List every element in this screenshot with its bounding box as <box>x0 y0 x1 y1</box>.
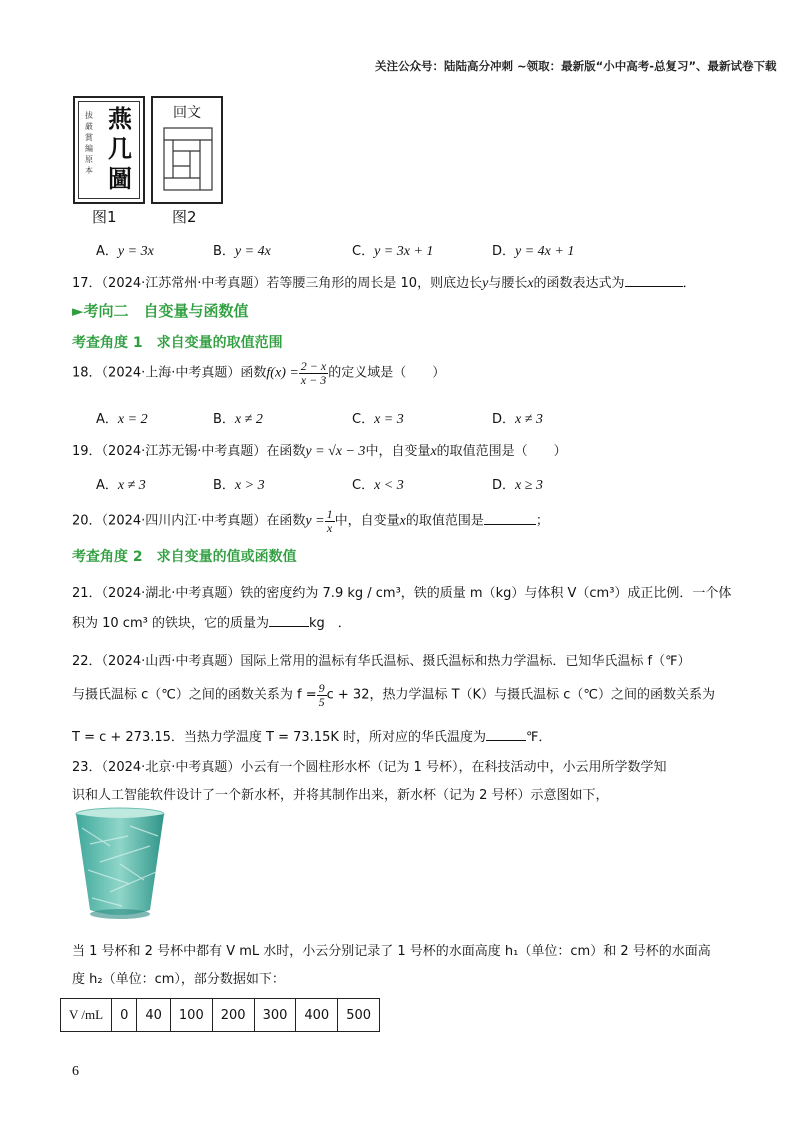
q18-option-b[interactable]: B．x ≠ 2 <box>213 412 263 427</box>
table-cell: 500 <box>338 999 380 1032</box>
q16-option-b[interactable]: B．y = 4x <box>213 244 271 259</box>
section-heading-2: ►考向二 自变量与函数值 <box>72 302 249 320</box>
q16-option-a[interactable]: A．y = 3x <box>96 244 154 259</box>
figure-1-yanji-book-cover <box>73 96 145 204</box>
question-22-line-3: T = c + 273.15．当热力学温度 T = 73.15K 时，所对应的华氏温度为 ℉． <box>72 730 552 745</box>
q22-answer-blank[interactable] <box>486 740 526 741</box>
q19-option-d[interactable]: D．x ≥ 3 <box>492 478 543 493</box>
q20-fraction: $\frac{1}{x}$ <box>326 507 333 535</box>
question-23-line-1: 23．（2024·北京·中考真题）小云有一个圆柱形水杯（记为 1 号杯），在科技活动中，小云用所学数学知 <box>72 760 667 775</box>
figure-2-huiwen-pattern <box>151 96 223 204</box>
page-number: 6 <box>72 1064 79 1079</box>
question-23-line-2: 识和人工智能软件设计了一个新水杯，并将其制作出来，新水杯（记为 2 号杯）示意图如下， <box>72 788 609 803</box>
q22-fraction: $\frac{9}{5}$ <box>318 681 325 709</box>
table-row <box>61 999 380 1032</box>
table-cell: 300 <box>254 999 296 1032</box>
question-18: 18．（2024·上海·中考真题）函数f(x) = $\frac{2 - x}{x - 3}$ 的定义域是（ ） <box>72 359 446 387</box>
page-header: 关注公众号：陆陆高分冲刺 ~领取：最新版“小中高考-总复习”、最新试卷下载 <box>375 59 777 73</box>
q16-option-d[interactable]: D．y = 4x + 1 <box>492 244 575 259</box>
table-cell: 0 <box>112 999 137 1032</box>
figure-2-title: 回文 <box>173 105 201 121</box>
q18-option-a[interactable]: A．x = 2 <box>96 412 148 427</box>
q19-option-c[interactable]: C．x < 3 <box>352 478 404 493</box>
angle-2-heading: 考查角度 2 求自变量的值或函数值 <box>72 549 297 565</box>
q17-answer-blank[interactable] <box>625 286 683 287</box>
figure-2-caption: 图2 <box>172 208 197 226</box>
q21-answer-blank[interactable] <box>269 626 309 627</box>
question-23-line-4: 度 h₂（单位：cm），部分数据如下： <box>72 972 285 987</box>
figure-1-caption: 图1 <box>92 208 117 226</box>
question-22-line-2: 与摄氏温标 c（℃）之间的函数关系为 f = $\frac{9}{5}$ c + 32，热力学温标 T（K）与摄氏温标 c（℃）之间的函数关系为 <box>72 681 715 709</box>
table-cell: 200 <box>212 999 254 1032</box>
table-header-cell: V /mL <box>61 999 112 1032</box>
figure-1-side-text: 拔 厳 賞 編 原 本 <box>85 111 93 175</box>
volume-table <box>60 998 380 1032</box>
q20-answer-blank[interactable] <box>484 524 536 525</box>
question-22-line-1: 22．（2024·山西·中考真题）国际上常用的温标有华氏温标、摄氏温标和热力学温标．已知华氏温标 f（℉） <box>72 654 691 669</box>
question-21-line-2: 积为 10 cm³ 的铁块，它的质量为 kg ． <box>72 616 351 631</box>
q18-option-c[interactable]: C．x = 3 <box>352 412 404 427</box>
question-21-line-1: 21．（2024·湖北·中考真题）铁的密度约为 7.9 kg / cm³，铁的质量 m（kg）与体积 V（cm³）成正比例．一个体 <box>72 586 732 601</box>
figure-1-title: 燕 几 圖 <box>108 104 132 193</box>
water-cup-image <box>70 806 170 926</box>
question-20: 20．（2024·四川内江·中考真题）在函数y = $\frac{1}{x}$ 中，自变量x的取值范围是 ； <box>72 507 549 535</box>
question-17: 17．（2024·江苏常州·中考真题）若等腰三角形的周长是 10，则底边长y与腰长x的函数表达式为 ． <box>72 276 696 291</box>
q18-fraction: $\frac{2 - x}{x - 3}$ <box>300 359 327 387</box>
figure-2-diagram <box>153 98 221 202</box>
q19-option-b[interactable]: B．x > 3 <box>213 478 265 493</box>
table-cell: 100 <box>170 999 212 1032</box>
table-cell: 40 <box>137 999 171 1032</box>
question-19: 19．（2024·江苏无锡·中考真题）在函数y = √x − 3中，自变量x的取值范围是（ ） <box>72 444 567 459</box>
question-23-line-3: 当 1 号杯和 2 号杯中都有 V mL 水时，小云分别记录了 1 号杯的水面高度 h₁（单位：cm）和 2 号杯的水面高 <box>72 944 711 959</box>
q18-option-d[interactable]: D．x ≠ 3 <box>492 412 543 427</box>
q19-option-a[interactable]: A．x ≠ 3 <box>96 478 146 493</box>
angle-1-heading: 考查角度 1 求自变量的取值范围 <box>72 335 283 351</box>
table-cell: 400 <box>296 999 338 1032</box>
q16-option-c[interactable]: C．y = 3x + 1 <box>352 244 434 259</box>
